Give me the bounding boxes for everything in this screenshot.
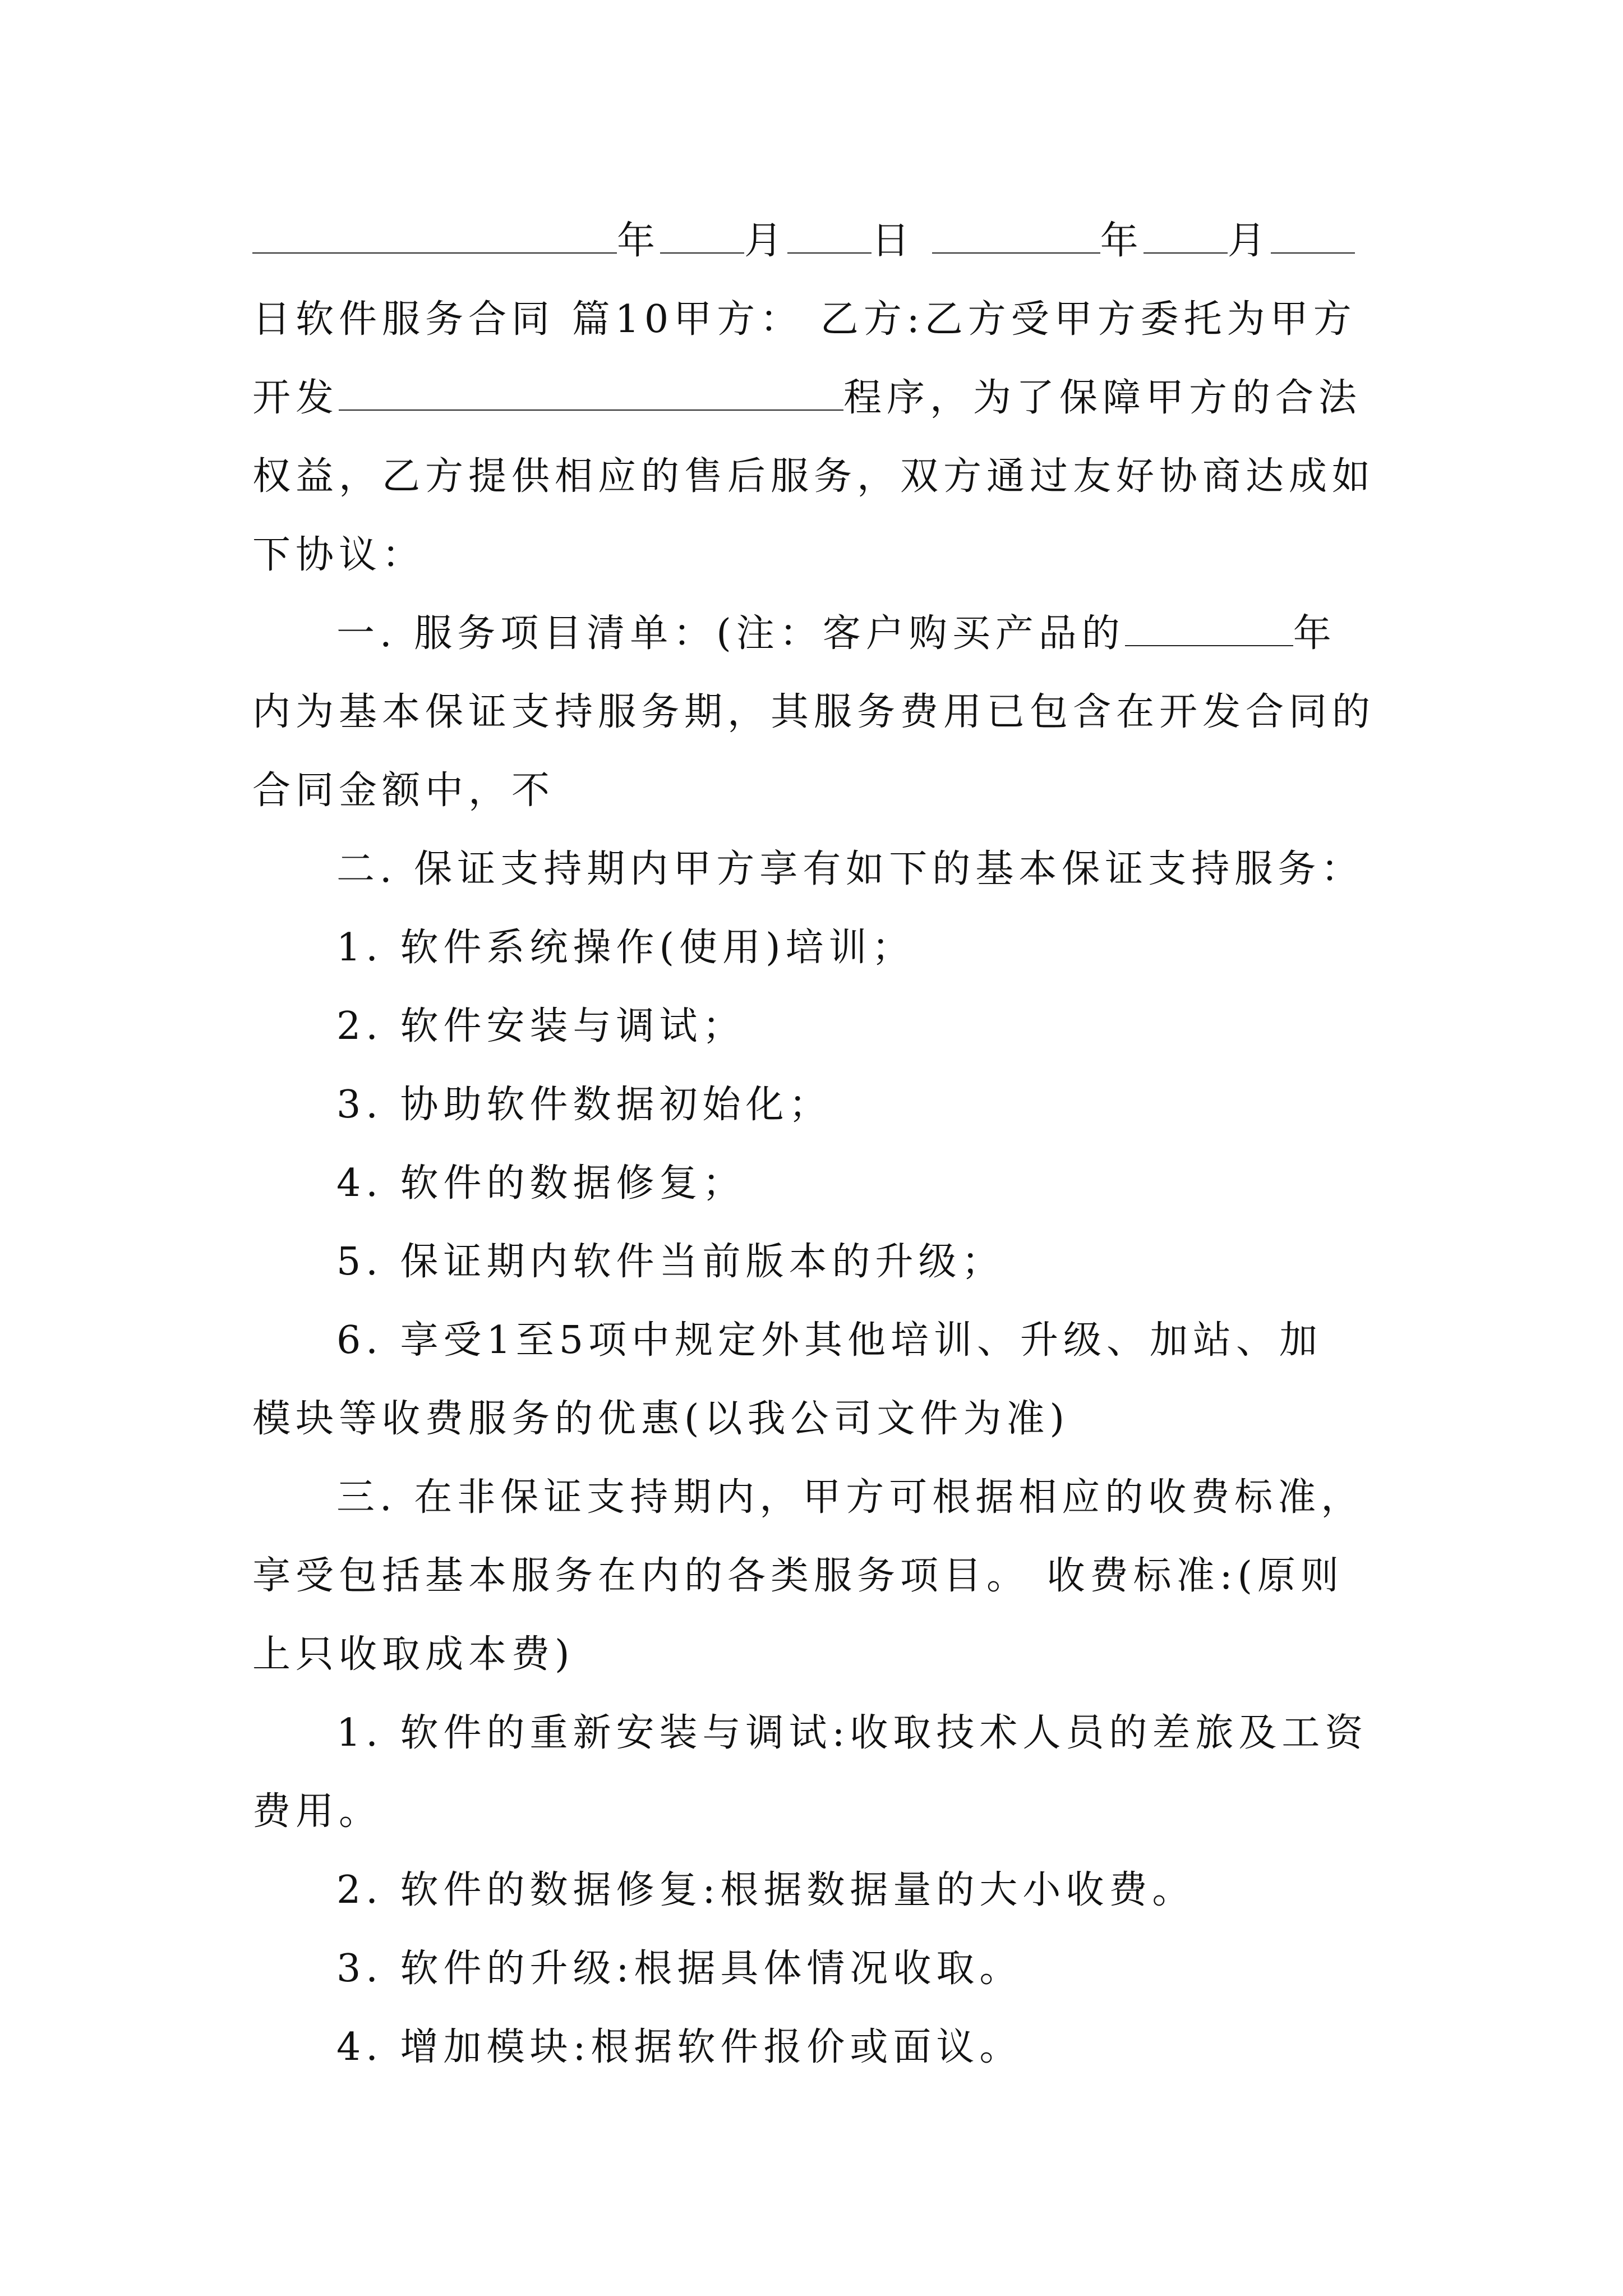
section-heading [336, 606, 1336, 662]
year-label: 年 [617, 219, 661, 263]
list-item: 6. 享受1至5项中规定外其他培训、升级、加站、加 [336, 1318, 1323, 1363]
list-item: 4. 软件的数据修复； [336, 1161, 746, 1205]
paragraph-line: 下协议： [252, 533, 426, 577]
section-heading: 三. 在非保证支持期内，甲方可根据相应的收费标准， [336, 1475, 1364, 1520]
text-fragment: 一. 服务项目清单：(注：客户购买产品的 [336, 611, 1125, 656]
paragraph-line: 日软件服务合同 篇10甲方： 乙方:乙方受甲方委托为甲方 [252, 297, 1357, 342]
blank-field [660, 219, 744, 254]
blank-field [787, 219, 872, 254]
list-item: 5. 保证期内软件当前版本的升级； [336, 1240, 1005, 1284]
blank-field [339, 376, 843, 411]
paragraph-line: 合同金额中，不 [252, 769, 555, 813]
list-item: 1. 软件系统操作(使用)培训； [336, 926, 915, 970]
list-item: 1. 软件的重新安装与调试:收取技术人员的差旅及工资 [336, 1711, 1368, 1755]
day-label: 日 [872, 219, 915, 263]
date-line [252, 213, 1355, 269]
paragraph-line: 上只收取成本费) [252, 1632, 575, 1677]
text-fragment: 程序，为了保障甲方的合法 [843, 376, 1362, 420]
section-heading: 二. 保证支持期内甲方享有如下的基本保证支持服务： [336, 847, 1364, 891]
year-label: 年 [1100, 219, 1144, 263]
list-item: 3. 软件的升级:根据具体情况收取。 [336, 1947, 1023, 1991]
paragraph-line: 内为基本保证支持服务期，其服务费用已包含在开发合同的 [252, 690, 1376, 734]
paragraph-line: 权益，乙方提供相应的售后服务，双方通过友好协商达成如 [252, 454, 1376, 499]
list-item: 2. 软件的数据修复:根据数据量的大小收费。 [336, 1868, 1196, 1912]
blank-field [1125, 611, 1293, 646]
text-fragment: 年 [1293, 611, 1336, 656]
list-item: 4. 增加模块:根据软件报价或面议。 [336, 2025, 1023, 2069]
list-item: 2. 软件安装与调试； [336, 1004, 746, 1048]
month-label: 月 [744, 219, 788, 263]
month-label: 月 [1227, 219, 1271, 263]
list-item: 3. 协助软件数据初始化； [336, 1083, 832, 1127]
text-fragment: 开发 [252, 376, 339, 420]
paragraph-line: 享受包括基本服务在内的各类服务项目。 收费标准:(原则 [252, 1554, 1344, 1598]
blank-field [1271, 219, 1355, 254]
paragraph-line: 费用。 [252, 1789, 382, 1834]
paragraph-line [252, 370, 1362, 426]
blank-field [252, 219, 617, 254]
paragraph-line: 模块等收费服务的优惠(以我公司文件为准) [252, 1397, 1070, 1441]
blank-field [1144, 219, 1228, 254]
blank-field [932, 219, 1100, 254]
